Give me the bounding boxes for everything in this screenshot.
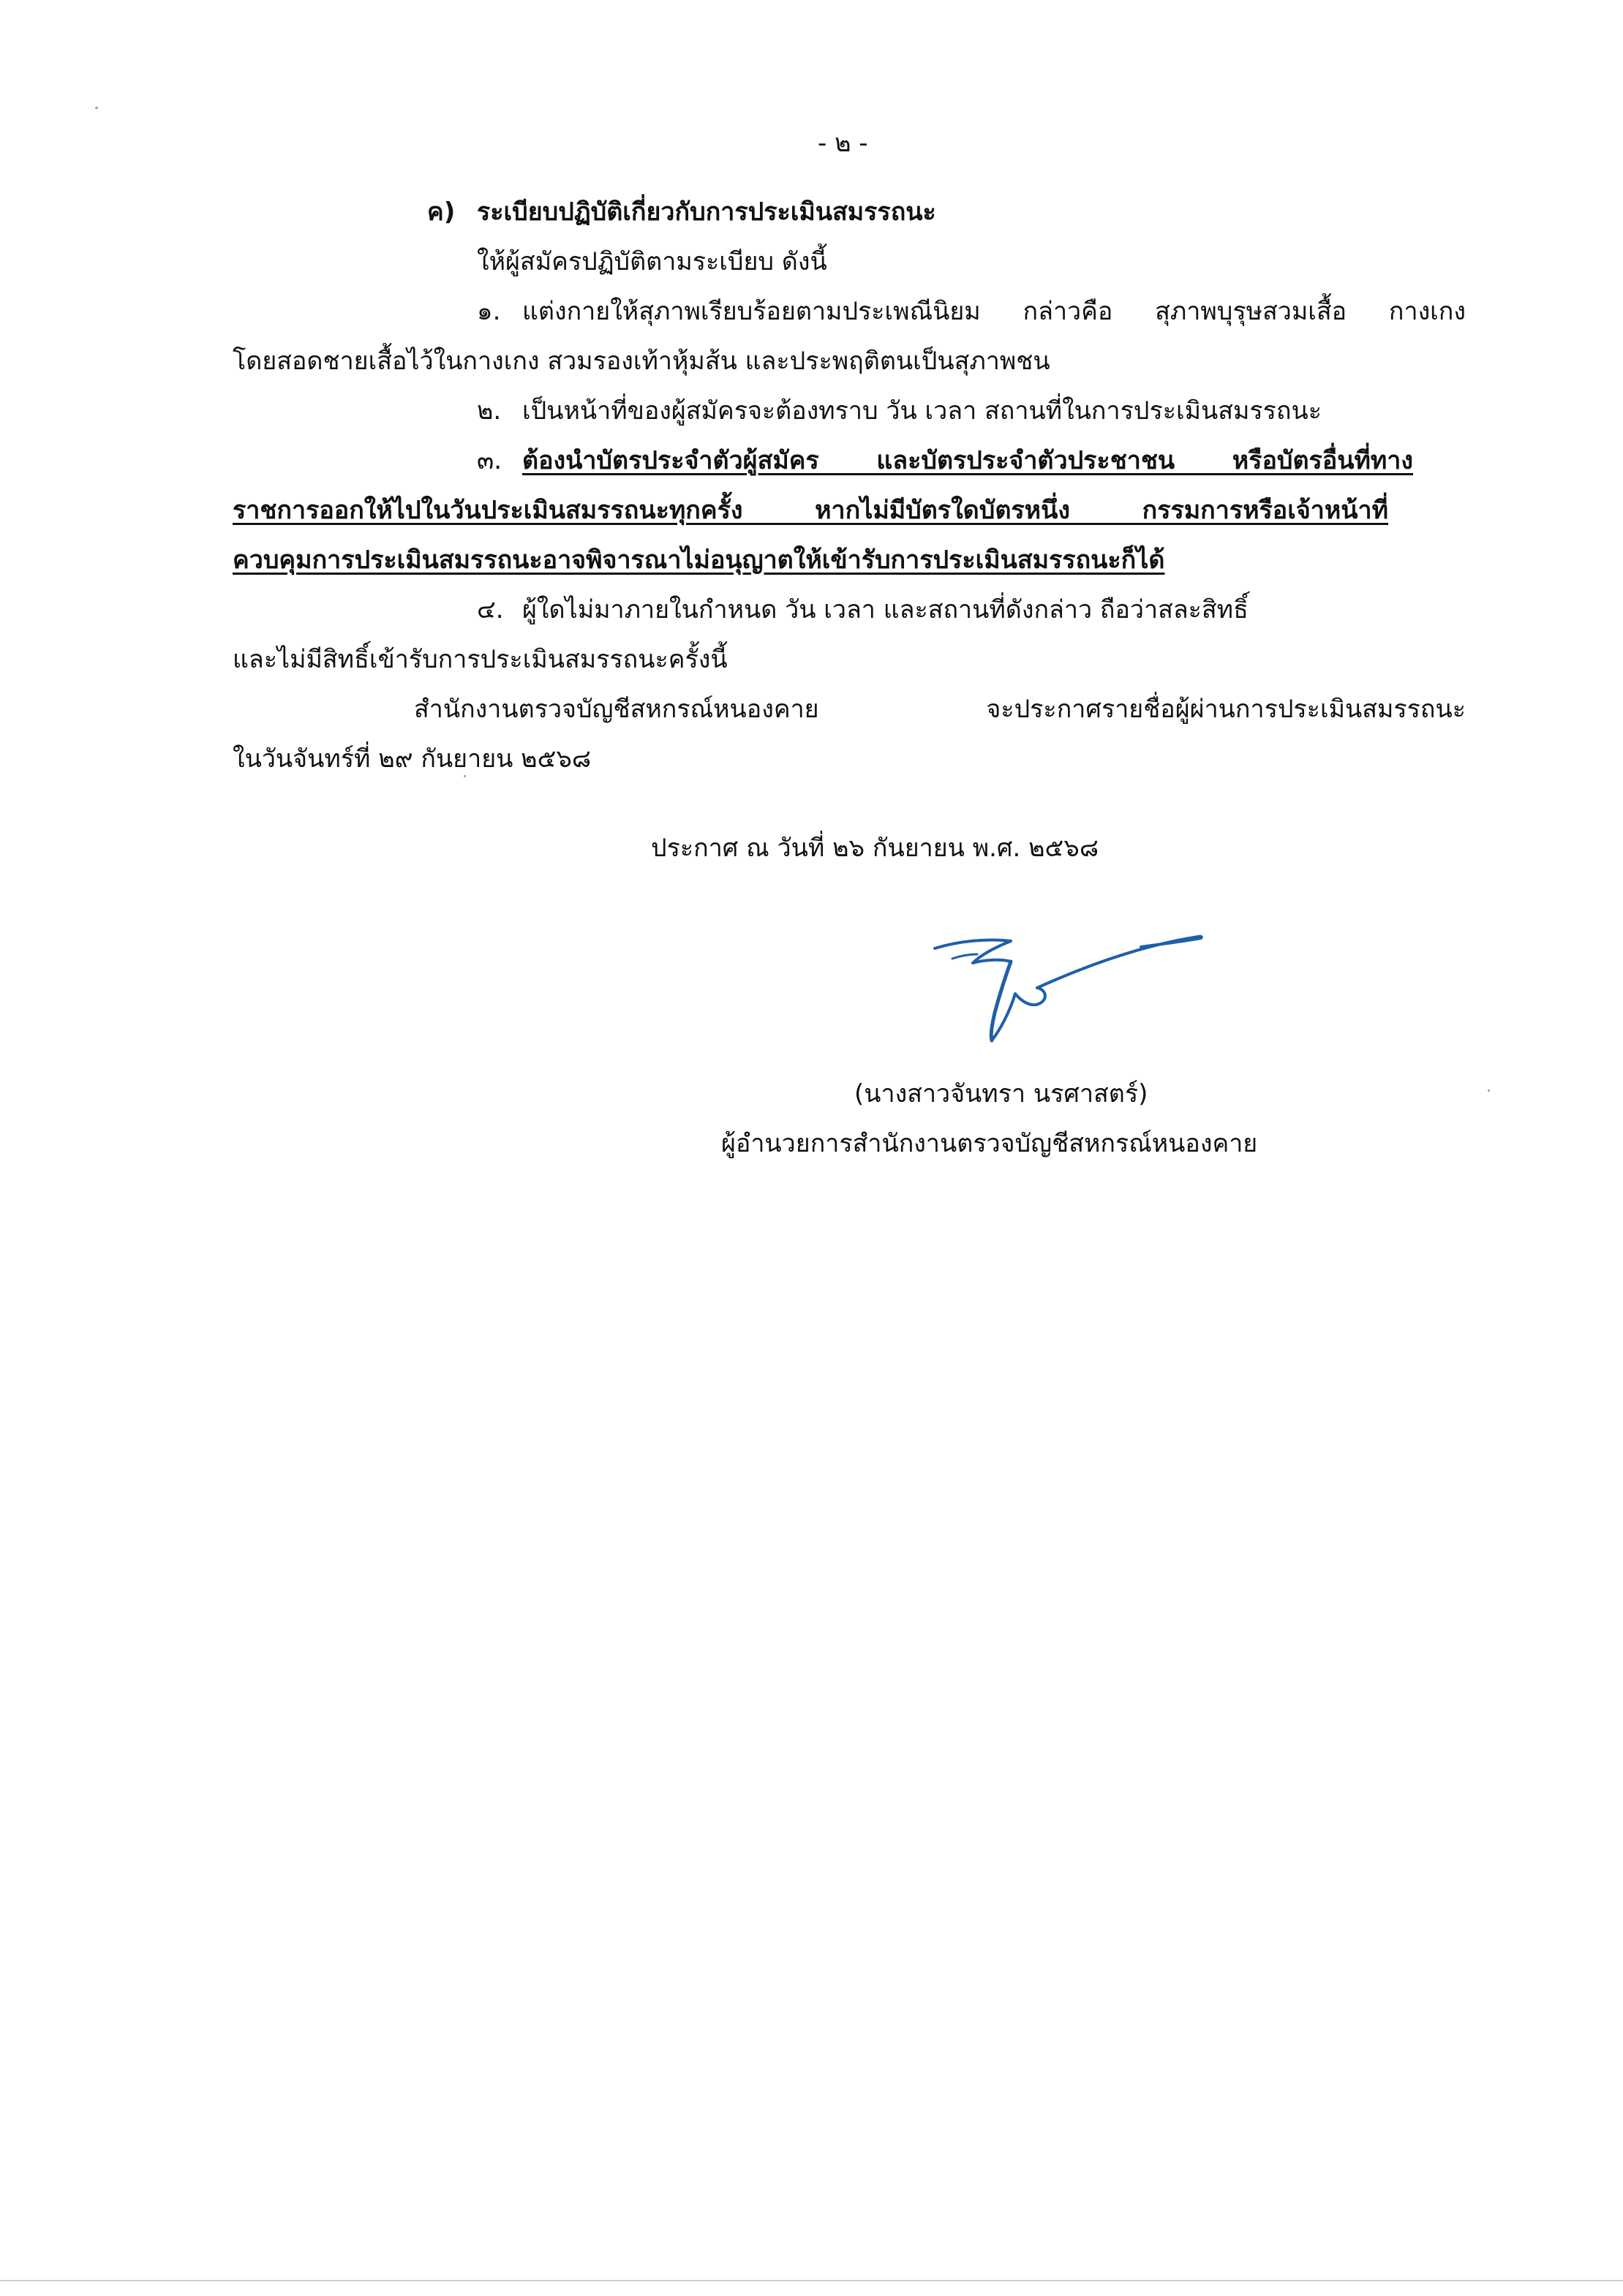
item-4-line-1: ผู้ใดไม่มาภายในกำหนด วัน เวลา และสถานที่ดังกล่าว ถือว่าสละสิทธิ์ (522, 595, 1249, 624)
announcement-date: ประกาศ ณ วันที่ ๒๖ กันยายน พ.ศ. ๒๕๖๘ (651, 834, 1099, 863)
signatory-name: (นางสาวจันทรา นรศาสตร์) (854, 1079, 1148, 1109)
section-heading: ระเบียบปฏิบัติเกี่ยวกับการประเมินสมรรถนะ (477, 197, 936, 227)
section-heading-marker: ค) (427, 197, 456, 227)
item-3-line-2: ราชการออกให้ไปในวันประเมินสมรรถนะทุกครั้ง หากไม่มีบัตรใดบัตรหนึ่ง กรรมการหรือเจ้าหน้าที่ (233, 496, 1388, 525)
item-2-line-1: เป็นหน้าที่ของผู้สมัครจะต้องทราบ วัน เวลา สถานที่ในการประเมินสมรรถนะ (522, 396, 1322, 426)
item-4-number: ๔. (477, 595, 504, 624)
scan-speck (1488, 1090, 1490, 1092)
scan-speck (95, 107, 98, 109)
item-2-number: ๒. (477, 396, 502, 426)
item-1-number: ๑. (477, 297, 501, 326)
page-number: - ๒ - (818, 129, 868, 158)
item-3-line-3: ควบคุมการประเมินสมรรถนะอาจพิจารณาไม่อนุญาตให้เข้ารับการประเมินสมรรถนะก็ได้ (233, 545, 1165, 575)
item-4-line-2: และไม่มีสิทธิ์เข้ารับการประเมินสมรรถนะครั้งนี้ (233, 645, 728, 674)
item-1-line-2: โดยสอดชายเสื้อไว้ในกางเกง สวมรองเท้าหุ้มส้น และประพฤติตนเป็นสุภาพชน (233, 347, 1050, 376)
closing-line-2: ในวันจันทร์ที่ ๒๙ กันยายน ๒๕๖๘ (233, 744, 592, 774)
item-3-number: ๓. (477, 446, 502, 475)
signatory-position: ผู้อำนวยการสำนักงานตรวจบัญชีสหกรณ์หนองคาย (721, 1129, 1258, 1158)
closing-line-1: สำนักงานตรวจบัญชีสหกรณ์หนองคาย จะประกาศรายชื่อผู้ผ่านการประเมินสมรรถนะ (414, 695, 1466, 724)
item-3-line-1: ต้องนำบัตรประจำตัวผู้สมัคร และบัตรประจำตัวประชาชน หรือบัตรอื่นที่ทาง (522, 446, 1413, 475)
item-1-line-1: แต่งกายให้สุภาพเรียบร้อยตามประเพณีนิยม กล่าวคือ สุภาพบุรุษสวมเสื้อ กางเกง (522, 297, 1466, 326)
scan-bottom-edge (0, 2280, 1623, 2281)
section-intro: ให้ผู้สมัครปฏิบัติตามระเบียบ ดังนี้ (477, 247, 827, 276)
signature-image (929, 918, 1207, 1049)
scan-speck (464, 775, 466, 777)
